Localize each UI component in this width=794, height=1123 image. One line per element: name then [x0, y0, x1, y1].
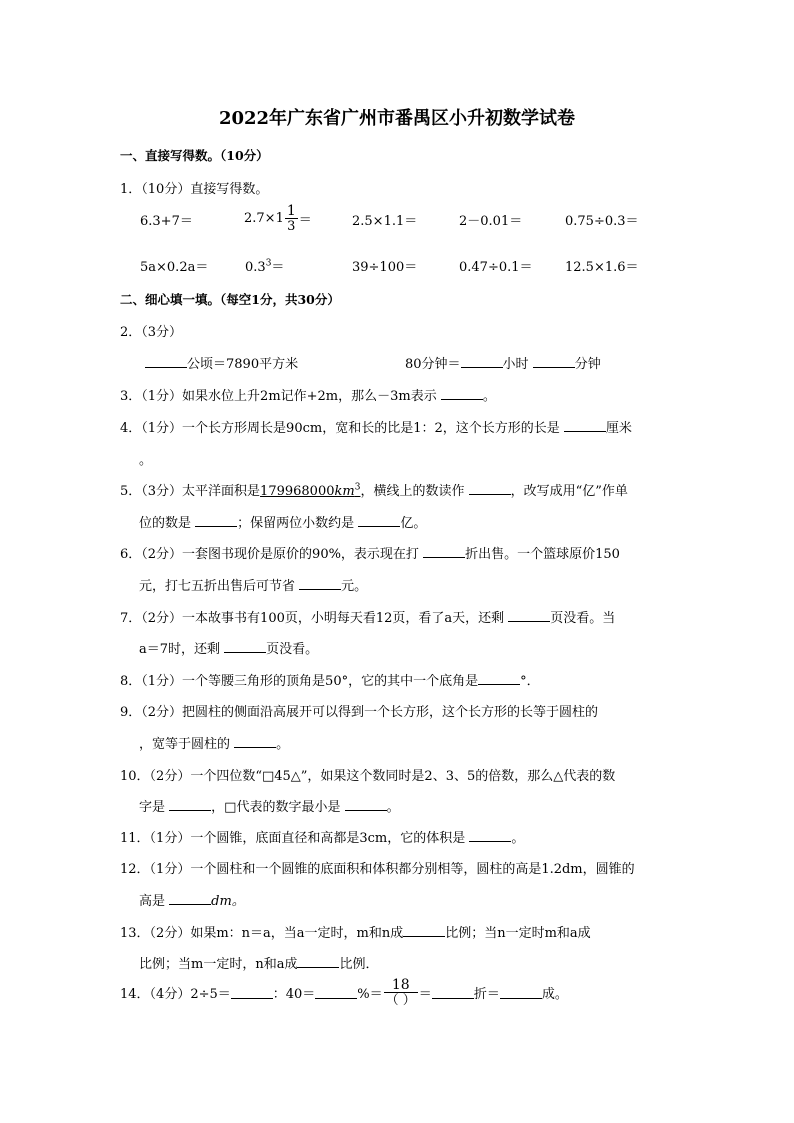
q10-text-b: ，□代表的数字最小是 [211, 800, 341, 815]
answer-blank[interactable] [500, 986, 542, 999]
q7-text-c: a＝7时，还剩 [139, 642, 221, 657]
q14-text-a: 14．（4分）2÷5＝ [120, 987, 231, 1002]
q1-item-7-equals: ＝ [271, 260, 285, 275]
answer-blank[interactable] [145, 355, 187, 368]
page-title: 2022年广东省广州市番禺区小升初数学试卷 [218, 108, 576, 129]
q13-text-c: 比例；当m一定时，n和a成 [139, 957, 298, 972]
q1-item-7-base: 0.3 [245, 260, 266, 275]
fraction-numerator: 18 [391, 977, 410, 993]
answer-blank[interactable] [441, 387, 483, 400]
question-4 [120, 417, 632, 436]
q14-text-c: %＝ [357, 987, 383, 1002]
answer-blank[interactable] [169, 892, 211, 905]
q5-number: 179968000 [260, 484, 335, 499]
q7-text-b: 页没看。当 [550, 611, 616, 626]
answer-blank[interactable] [315, 986, 357, 999]
question-6-line-1 [120, 543, 620, 562]
q14-text-d: ＝ [418, 987, 432, 1002]
fraction-denominator: 3 [285, 218, 298, 233]
question-9-line-1: 9．（2分）把圆柱的侧面沿高展开可以得到一个长方形，这个长方形的长等于圆柱的 [120, 705, 599, 720]
q3-text: 3．（1分）如果水位上升2m记作+2m，那么－3m表示 [120, 389, 437, 404]
q7-text-a: 7．（2分）一本故事书有100页，小明每天看12页，看了a天，还剩 [120, 611, 505, 626]
q1-item-9: 0.47÷0.1＝ [459, 260, 533, 275]
q5-text-d: 位的数是 [139, 516, 192, 531]
q1-item-10: 12.5×1.6＝ [565, 260, 639, 275]
q5-text-f: 亿。 [400, 516, 427, 531]
answer-blank[interactable] [461, 355, 503, 368]
q14-text-b: ：40＝ [272, 987, 316, 1002]
fraction-18-over-blank [384, 978, 418, 1007]
q14-text-e: 折＝ [473, 987, 500, 1002]
answer-blank[interactable] [297, 955, 339, 968]
answer-blank[interactable] [478, 672, 520, 685]
q2-a-text: 公顷＝7890平方米 [187, 357, 299, 372]
q2-b-text: 80分钟＝ [405, 357, 461, 372]
q1-item-7 [245, 256, 284, 275]
section-1-heading: 一、直接写得数。（10分） [120, 148, 269, 163]
section-2-heading: 二、细心填一填。（每空1分，共30分） [120, 292, 340, 307]
question-8 [120, 670, 540, 689]
answer-blank[interactable] [508, 609, 550, 622]
question-7-line-1 [120, 607, 615, 626]
question-2-part-b [405, 353, 601, 372]
q4-text: 4．（1分）一个长方形周长是90cm，宽和长的比是1：2，这个长方形的长是 [120, 421, 560, 436]
q6-text-a: 6．（2分）一套图书现价是原价的90%，表示现在打 [120, 547, 419, 562]
question-13-line-1 [120, 922, 591, 941]
q13-text-d: 比例． [339, 957, 379, 972]
q10-text-a: 字是 [139, 800, 166, 815]
question-2-part-a [145, 353, 298, 372]
answer-blank[interactable] [224, 640, 266, 653]
question-13-line-2 [139, 953, 378, 972]
answer-blank[interactable] [432, 986, 474, 999]
question-3 [120, 385, 496, 404]
answer-blank[interactable] [231, 986, 273, 999]
q5-text-c: ，改写成用“亿”作单 [510, 484, 628, 499]
answer-blank[interactable] [469, 482, 511, 495]
question-9-line-2 [139, 733, 289, 752]
q6-text-b: 折出售。一个篮球原价150 [465, 547, 620, 562]
q9-end: 。 [276, 737, 290, 752]
q12-unit: dm。 [211, 894, 245, 909]
question-12-line-2 [139, 890, 245, 909]
question-5-line-1 [120, 480, 628, 499]
answer-blank[interactable] [169, 798, 211, 811]
q1-item-2-equals: ＝ [298, 213, 312, 228]
question-5-line-2 [139, 512, 426, 531]
answer-blank[interactable] [469, 829, 511, 842]
q5-unit-exponent: 3 [354, 482, 361, 493]
q9-text-a: ，宽等于圆柱的 [139, 737, 231, 752]
q13-text-a: 13．（2分）如果m：n＝a，当a一定时，m和n成 [120, 926, 404, 941]
question-11 [120, 827, 524, 846]
answer-blank[interactable] [234, 735, 276, 748]
q8-end: °． [520, 674, 540, 689]
q7-text-d: 页没看。 [266, 642, 319, 657]
q8-text: 8．（1分）一个等腰三角形的顶角是50°，它的其中一个底角是 [120, 674, 479, 689]
fraction-one-third [285, 204, 298, 233]
answer-blank[interactable] [564, 419, 606, 432]
q5-text-a: 5．（3分）太平洋面积是 [120, 484, 261, 499]
q5-unit: km [334, 484, 355, 499]
question-2-stem: 2．（3分） [120, 325, 183, 340]
q11-text: 11．（1分）一个圆锥，底面直径和高都是3cm，它的体积是 [120, 831, 466, 846]
q1-item-2-base: 2.7×1 [244, 211, 284, 226]
q10-end: 。 [386, 800, 400, 815]
q5-underlined-number [260, 484, 360, 499]
q1-item-3: 2.5×1.1＝ [352, 214, 418, 229]
q6-text-c: 元，打七五折出售后可节省 [139, 579, 296, 594]
question-10-line-2 [139, 796, 400, 815]
answer-blank[interactable] [345, 798, 387, 811]
answer-blank[interactable] [358, 514, 400, 527]
q3-end: 。 [482, 389, 496, 404]
question-14 [120, 978, 568, 1007]
question-12-line-1: 12．（1分）一个圆柱和一个圆锥的底面积和体积都分别相等，圆柱的高是1.2dm，圆锥的 [120, 862, 635, 877]
q1-item-1: 6.3+7＝ [140, 214, 193, 229]
q1-item-4: 2－0.01＝ [459, 214, 523, 229]
q13-text-b: 比例；当n一定时m和a成 [445, 926, 591, 941]
q1-item-8: 39÷100＝ [352, 260, 418, 275]
q11-end: 。 [511, 831, 525, 846]
q12-text-a: 高是 [139, 894, 166, 909]
q1-item-5: 0.75÷0.3＝ [565, 214, 639, 229]
q1-item-2 [244, 204, 312, 233]
question-10-line-1: 10．（2分）一个四位数“□45△”，如果这个数同时是2、3、5的倍数，那么△代表的数 [120, 769, 616, 784]
q5-text-b: ，横线上的数读作 [360, 484, 465, 499]
q5-text-e: ；保留两位小数约是 [237, 516, 355, 531]
q14-text-f: 成。 [541, 987, 568, 1002]
question-4-line-2: 。 [139, 453, 153, 468]
question-6-line-2 [139, 575, 367, 594]
answer-blank[interactable] [403, 924, 445, 937]
q2-b-unit-minutes: 分钟 [574, 357, 601, 372]
q1-item-6: 5a×0.2a＝ [140, 260, 209, 275]
answer-blank[interactable] [423, 545, 465, 558]
fraction-numerator: 1 [286, 203, 296, 219]
answer-blank[interactable] [533, 355, 575, 368]
answer-blank[interactable] [299, 577, 341, 590]
q2-b-unit-hours: 小时 [502, 357, 529, 372]
fraction-denominator-blank[interactable]: （ ） [385, 993, 416, 1008]
question-1-stem: 1．（10分）直接写得数。 [120, 182, 269, 197]
q1-item-7-exponent: 3 [265, 258, 272, 269]
question-7-line-2 [139, 638, 318, 657]
q6-text-d: 元。 [341, 579, 368, 594]
answer-blank[interactable] [195, 514, 237, 527]
q4-unit: 厘米 [605, 421, 632, 436]
